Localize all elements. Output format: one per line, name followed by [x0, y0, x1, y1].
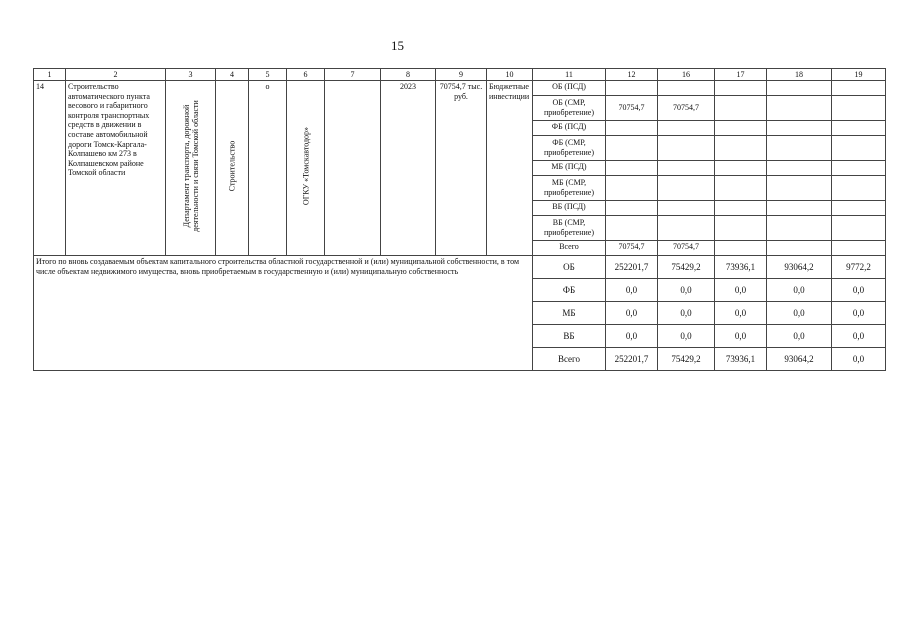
- column-header: 10: [487, 69, 533, 81]
- cell-value: [658, 161, 715, 176]
- total-value: 75429,2: [658, 348, 715, 371]
- cell-value: [832, 176, 886, 201]
- column-header: 7: [325, 69, 381, 81]
- column-header: 11: [533, 69, 606, 81]
- column-header: 1: [34, 69, 66, 81]
- column-header: 9: [436, 69, 487, 81]
- cell-value: [658, 176, 715, 201]
- source-label: ОБ (СМР, приобретение): [533, 96, 606, 121]
- cell-value: [606, 176, 658, 201]
- cell-value: [715, 201, 767, 216]
- column-header: 18: [767, 69, 832, 81]
- source-label: МБ (ПСД): [533, 161, 606, 176]
- total-value: 93064,2: [767, 348, 832, 371]
- cell-value: [606, 161, 658, 176]
- cell-value: [658, 201, 715, 216]
- cell-value: [606, 81, 658, 96]
- column-header: 4: [216, 69, 249, 81]
- total-source-label: Всего: [533, 348, 606, 371]
- investment-table: [33, 68, 886, 371]
- total-value: 0,0: [606, 279, 658, 302]
- total-source-label: МБ: [533, 302, 606, 325]
- total-value: 0,0: [767, 302, 832, 325]
- column-header: 3: [166, 69, 216, 81]
- column-header: 19: [832, 69, 886, 81]
- department-text: Департамент транспорта, дорожной деятельности и связи Томской области: [181, 100, 200, 232]
- total-value: 0,0: [606, 325, 658, 348]
- cell-value: [658, 121, 715, 136]
- total-value: 93064,2: [767, 256, 832, 279]
- cell-value: [606, 136, 658, 161]
- column-header: 16: [658, 69, 715, 81]
- cell-value: [767, 121, 832, 136]
- cell-value: 70754,7: [658, 241, 715, 256]
- cell-value: [715, 176, 767, 201]
- cell-value: 70754,7: [606, 96, 658, 121]
- total-value: 0,0: [715, 302, 767, 325]
- cell-value: [715, 161, 767, 176]
- column-header: 6: [287, 69, 325, 81]
- cell-value: 70754,7: [606, 241, 658, 256]
- cell-value: [606, 121, 658, 136]
- cell-value: [658, 81, 715, 96]
- page-number: 15: [391, 38, 404, 53]
- cell-value: [832, 121, 886, 136]
- column-header: 5: [249, 69, 287, 81]
- total-value: 252201,7: [606, 348, 658, 371]
- source-label: ФБ (ПСД): [533, 121, 606, 136]
- cost-value: 70754,7 тыс. руб.: [436, 81, 487, 256]
- col5-value: о: [249, 81, 287, 256]
- total-value: 252201,7: [606, 256, 658, 279]
- cell-value: [606, 201, 658, 216]
- work-type-text: Строительство: [227, 140, 237, 192]
- cell-value: [715, 81, 767, 96]
- source-label: МБ (СМР, приобретение): [533, 176, 606, 201]
- column-header: 8: [381, 69, 436, 81]
- total-value: 9772,2: [832, 256, 886, 279]
- cell-value: [832, 161, 886, 176]
- column-header: 12: [606, 69, 658, 81]
- cell-value: [767, 216, 832, 241]
- header-row: [34, 69, 886, 81]
- cell-value: [832, 81, 886, 96]
- total-value: 0,0: [658, 302, 715, 325]
- cell-value: [715, 96, 767, 121]
- cell-value: [606, 216, 658, 241]
- total-description: Итого по вновь создаваемым объектам капитального строительства областной государственной и (или) муниципальной собственности, в том числе объектам недвижимого имущества, вновь приобретаемым в государственную и (или) муниципальную собственность: [34, 256, 533, 371]
- cell-value: [767, 176, 832, 201]
- total-value: 0,0: [767, 325, 832, 348]
- total-value: 0,0: [658, 325, 715, 348]
- source-label: ВБ (ПСД): [533, 201, 606, 216]
- customer: [287, 81, 325, 256]
- total-source-label: ФБ: [533, 279, 606, 302]
- cell-value: [767, 96, 832, 121]
- cell-value: [767, 136, 832, 161]
- cell-value: [658, 136, 715, 161]
- cell-value: [658, 216, 715, 241]
- source-label: ВБ (СМР, приобретение): [533, 216, 606, 241]
- cell-value: [832, 136, 886, 161]
- cell-value: [767, 81, 832, 96]
- total-value: 0,0: [767, 279, 832, 302]
- total-row: [34, 256, 886, 279]
- total-value: 0,0: [658, 279, 715, 302]
- cell-value: 70754,7: [658, 96, 715, 121]
- total-source-label: ВБ: [533, 325, 606, 348]
- cell-value: [767, 201, 832, 216]
- total-value: 0,0: [832, 325, 886, 348]
- total-value: 0,0: [832, 348, 886, 371]
- column-header: 17: [715, 69, 767, 81]
- cell-value: [715, 136, 767, 161]
- cell-value: [767, 241, 832, 256]
- total-value: 0,0: [832, 279, 886, 302]
- row-number: 14: [34, 81, 66, 256]
- total-value: 73936,1: [715, 256, 767, 279]
- column-header: 2: [66, 69, 166, 81]
- cell-value: [832, 216, 886, 241]
- total-value: 0,0: [606, 302, 658, 325]
- source-label: ФБ (СМР, приобретение): [533, 136, 606, 161]
- responsible-department: [166, 81, 216, 256]
- total-value: 0,0: [715, 325, 767, 348]
- total-value: 0,0: [715, 279, 767, 302]
- total-source-label: ОБ: [533, 256, 606, 279]
- funding-type: Бюджетные инвестиции: [487, 81, 533, 256]
- cell-value: [715, 216, 767, 241]
- object-name: Строительство автоматического пункта весового и габаритного контроля транспортных средств в движении в составе автомобильной дороги Томск-Каргала-Колпашево км 273 в Колпашевском районе Томской области: [66, 81, 166, 256]
- source-label: Всего: [533, 241, 606, 256]
- cell-value: [715, 241, 767, 256]
- source-label: ОБ (ПСД): [533, 81, 606, 96]
- year-value: 2023: [381, 81, 436, 256]
- work-type: [216, 81, 249, 256]
- total-value: 75429,2: [658, 256, 715, 279]
- col7-value: [325, 81, 381, 256]
- cell-value: [832, 96, 886, 121]
- cell-value: [715, 121, 767, 136]
- customer-text: ОГКУ «Томскавтодор»: [300, 126, 310, 206]
- object-row: [34, 81, 886, 96]
- cell-value: [767, 161, 832, 176]
- cell-value: [832, 201, 886, 216]
- cell-value: [832, 241, 886, 256]
- total-value: 0,0: [832, 302, 886, 325]
- total-value: 73936,1: [715, 348, 767, 371]
